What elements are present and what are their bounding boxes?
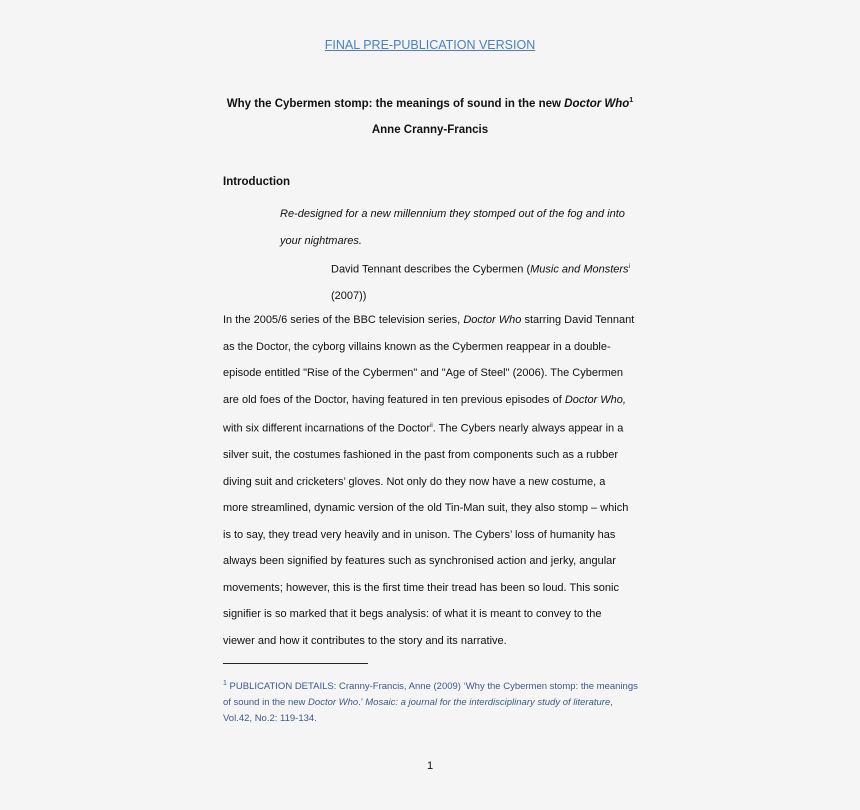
- body-text-segment: with six different incarnations of the Doctor: [223, 422, 431, 435]
- footnote-text: PUBLICATION DETAILS: Cranny-Francis, Anne (2009) ‘Why the Cybermen stomp: the meanings of sound in the new: [223, 681, 638, 709]
- body-line: [223, 413, 643, 442]
- footnote-italic: Doctor Who: [308, 697, 359, 709]
- body-line: as the Doctor, the cyborg villains known as the Cybermen reappear in a double-: [223, 340, 611, 353]
- body-text-segment: In the 2005/6 series of the BBC television series,: [223, 314, 464, 326]
- body-line: viewer and how it contributes to the story and its narrative.: [223, 634, 507, 647]
- epigraph-quote: Re-designed for a new millennium they stomped out of the fog and into your nightmares.: [280, 208, 625, 247]
- body-line: always been signified by features such as synchronised action and jerky, angular: [223, 555, 616, 568]
- body-line: movements; however, this is the first time their tread has been so loud. This sonic: [223, 581, 619, 594]
- footnote-journal-title: Mosaic: a journal for the interdisciplinary study of literature: [365, 697, 611, 709]
- paper-title: [0, 97, 860, 110]
- body-line: silver suit, the costumes fashioned in the past from components such as a rubber: [223, 449, 618, 462]
- title-text: Why the Cybermen stomp: the meanings of sound in the new: [226, 97, 565, 110]
- body-line: diving suit and cricketers’ gloves. Not only do they now have a new costume, a: [223, 475, 606, 488]
- body-text-segment: . The Cybers nearly always appear in a: [432, 422, 624, 435]
- body-line: episode entitled "Rise of the Cybermen" and "Age of Steel" (2006). The Cybermen: [223, 367, 624, 379]
- attribution-prefix: David Tennant describes the Cybermen (: [331, 263, 531, 276]
- body-line: [223, 307, 643, 334]
- body-italic: Doctor Who,: [564, 393, 626, 406]
- body-paragraph: [223, 307, 643, 654]
- attribution-suffix: (2007)): [331, 290, 367, 303]
- author-name: Anne Cranny-Francis: [371, 124, 489, 136]
- footnote-mark: 1: [223, 680, 227, 687]
- body-line: [223, 387, 643, 414]
- body-text-segment: are old foes of the Doctor, having featured in ten previous episodes of: [223, 393, 565, 406]
- title-italic: Doctor Who: [564, 97, 630, 110]
- body-line: signifier is so marked that it begs analysis: of what it is meant to convey to the: [223, 608, 602, 621]
- attribution-endnote-mark[interactable]: i: [628, 264, 630, 270]
- footnote-text: , Vol.42, No.2: 119-134.: [223, 697, 613, 725]
- footnote: [223, 676, 643, 727]
- body-text-segment: starring David Tennant: [521, 314, 635, 326]
- endnote-mark[interactable]: ii: [430, 423, 433, 429]
- footnote-separator: [223, 663, 368, 664]
- page-number: 1: [426, 760, 434, 772]
- section-heading: Introduction: [223, 176, 291, 188]
- body-italic: Doctor Who: [463, 314, 522, 326]
- attribution-title: Music and Monsters: [530, 263, 629, 276]
- pre-publication-version-link[interactable]: FINAL PRE-PUBLICATION VERSION: [324, 38, 536, 52]
- footnote-text: .’: [358, 697, 366, 709]
- epigraph-attribution: [331, 254, 641, 310]
- title-footnote-mark[interactable]: 1: [629, 97, 634, 104]
- body-line: is to say, they tread very heavily and in unison. The Cybers’ loss of humanity has: [223, 528, 616, 541]
- body-line: more streamlined, dynamic version of the old Tin-Man suit, they also stomp – which: [223, 502, 629, 515]
